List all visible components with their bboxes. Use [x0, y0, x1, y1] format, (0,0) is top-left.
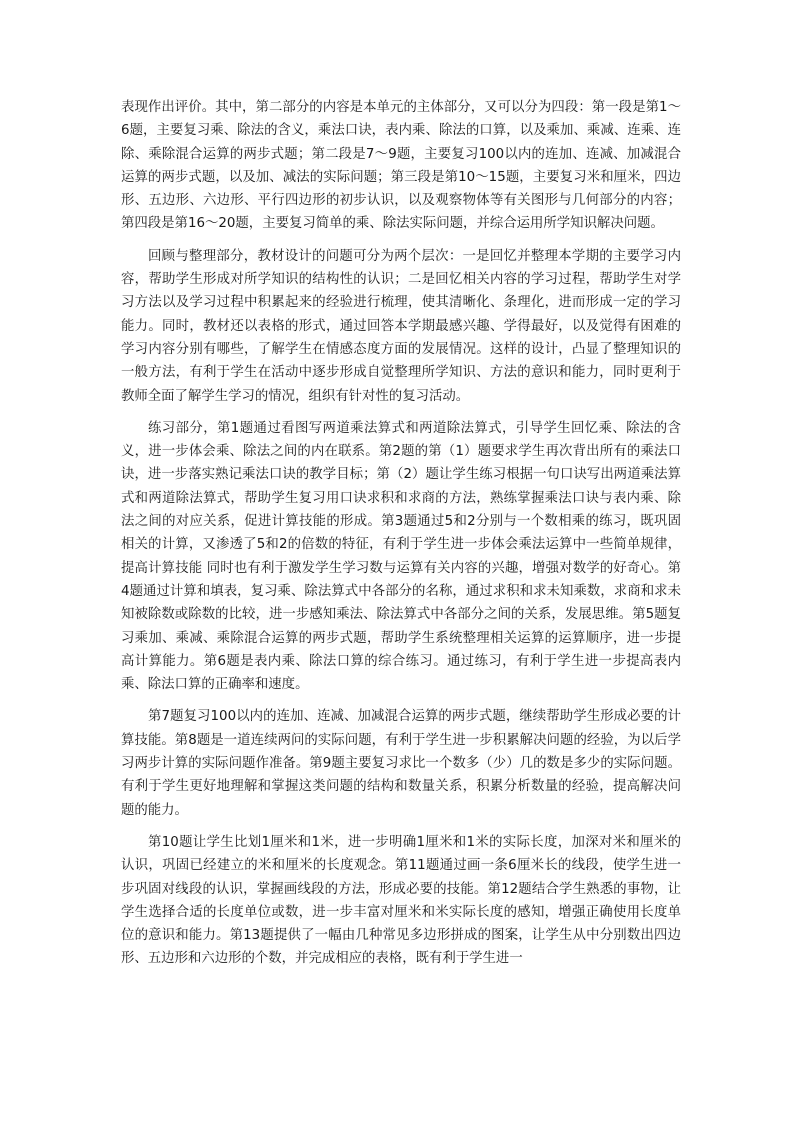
- paragraph-2: 回顾与整理部分，教材设计的问题可分为两个层次：一是回忆并整理本学期的主要学习内容，帮助学生形成对所学知识的结构性的认识；二是回忆相关内容的学习过程，帮助学生对学习方法以及学习过程中积累起来的经验进行梳理，使其清晰化、条理化，进而形成一定的学习能力。同时，教材还以表格的形式，通过回答本学期最感兴趣、学得最好，以及觉得有困难的学习内容分别有哪些，了解学生在情感态度方面的发展情况。这样的设计，凸显了整理知识的一般方法，有利于学生在活动中逐步形成自觉整理所学知识、方法的意识和能力，同时更利于教师全面了解学生学习的情况，组织有针对性的复习活动。: [121, 248, 681, 404]
- document-body: [121, 96, 681, 980]
- paragraph-4: 第7题复习100以内的连加、连减、加减混合运算的两步式题，继续帮助学生形成必要的计算技能。第8题是一道连续两问的实际问题，有利于学生进一步积累解决问题的经验，为以后学习两步计算的实际问题作准备。第9题主要复习求比一个数多（少）几的数是多少的实际问题。有利于学生更好地理解和掌握这类问题的结构和数量关系，积累分析数量的经验，提高解决问题的能力。: [121, 709, 681, 818]
- paragraph-5: 第10题让学生比划1厘米和1米，进一步明确1厘米和1米的实际长度，加深对米和厘米的认识，巩固已经建立的米和厘米的长度观念。第11题通过画一条6厘米长的线段，使学生进一步巩固对线段的认识，掌握画线段的方法，形成必要的技能。第12题结合学生熟悉的事物，让学生选择合适的长度单位或数，进一步丰富对厘米和米实际长度的感知，增强正确使用长度单位的意识和能力。第13题提供了一幅由几种常见多边形拼成的图案，让学生从中分别数出四边形、五边形和六边形的个数，并完成相应的表格，既有利于学生进一: [121, 834, 681, 967]
- paragraph-1: 表现作出评价。其中，第二部分的内容是本单元的主体部分，又可以分为四段：第一段是第1～6题，主要复习乘、除法的含义，乘法口诀，表内乘、除法的口算，以及乘加、乘减、连乘、连除、乘除混合运算的两步式题；第二段是7～9题，主要复习100以内的连加、连减、加减混合运算的两步式题，以及加、减法的实际问题；第三段是第10～15题，主要复习米和厘米，四边形、五边形、六边形、平行四边形的初步认识，以及观察物体等有关图形与几何部分的内容；第四段是第16～20题，主要复习简单的乘、除法实际问题，并综合运用所学知识解决问题。: [121, 100, 681, 232]
- paragraph-3: 练习部分，第1题通过看图写两道乘法算式和两道除法算式，引导学生回忆乘、除法的含义，进一步体会乘、除法之间的内在联系。第2题的第（1）题要求学生再次背出所有的乘法口诀，进一步落实熟记乘法口诀的教学目标；第（2）题让学生练习根据一句口诀写出两道乘法算式和两道除法算式，帮助学生复习用口诀求积和求商的方法，熟练掌握乘法口诀与表内乘、除法之间的对应关系，促进计算技能的形成。第3题通过5和2分别与一个数相乘的练习，既巩固相关的计算，又渗透了5和2的倍数的特征，有利于学生进一步体会乘法运算中一些简单规律，提高计算技能 同时也有利于激发学生学习数与运算有关内容的兴趣，增强对数学的好奇心。第4题通过计算和填表，复习乘、除法算式中各部分的名称，通过求积和求未知乘数，求商和求未知被除数或除数的比较，进一步感知乘法、除法算式中各部分之间的关系，发展思维。第5题复习乘加、乘减、乘除混合运算的两步式题，帮助学生系统整理相关运算的运算顺序，进一步提高计算能力。第6题是表内乘、除法口算的综合练习。通过练习，有利于学生进一步提高表内乘、除法口算的正确率和速度。: [121, 420, 681, 693]
